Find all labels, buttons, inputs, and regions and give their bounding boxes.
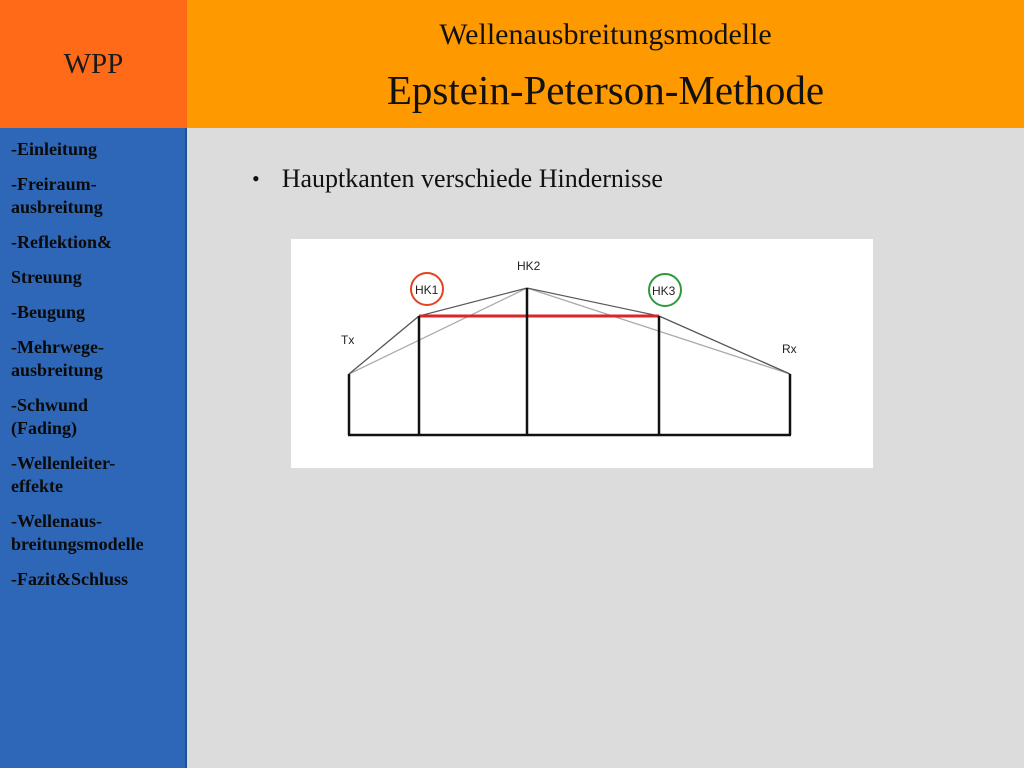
bullet-point — [252, 164, 663, 194]
sidebar-item-beugung[interactable]: -Beugung — [11, 302, 86, 322]
content-area — [187, 128, 1024, 768]
slide-subtitle: Epstein-Peterson-Methode — [386, 67, 825, 113]
sidebar-item-schwund[interactable]: -Schwund (Fading) — [11, 395, 89, 438]
logo — [0, 0, 187, 128]
sidebar-item-reflektion[interactable]: -Reflektion& — [11, 232, 112, 252]
diffraction-diagram — [291, 239, 873, 468]
logo-text: WPP — [63, 47, 124, 80]
header — [187, 0, 1024, 128]
rx-label: Rx — [782, 342, 797, 356]
tx-label: Tx — [341, 333, 355, 347]
sidebar-item-mehrwegeausbreitung[interactable]: -Mehrwege- ausbreitung — [11, 337, 104, 380]
sidebar-item-freiraumausbreitung[interactable]: -Freiraum- ausbreitung — [11, 174, 103, 217]
ray-hk3-rx — [659, 316, 790, 374]
sidebar-item-wellenleitereffekte[interactable]: -Wellenleiter- effekte — [11, 453, 116, 496]
bullet-text: Hauptkanten verschiede Hindernisse — [281, 164, 663, 193]
sidebar-item-streuung[interactable]: Streuung — [11, 267, 82, 287]
hk2-label: HK2 — [517, 259, 541, 273]
hk3-label: HK3 — [652, 284, 676, 298]
slide-title: Wellenausbreitungsmodelle — [439, 18, 772, 51]
hk1-label: HK1 — [415, 283, 439, 297]
ray-hk2-hk3-dark — [527, 288, 659, 316]
bullet-marker: • — [252, 166, 260, 191]
diagram-figure — [291, 239, 873, 468]
sidebar-nav — [0, 128, 187, 768]
sidebar-item-fazit[interactable]: -Fazit&Schluss — [11, 569, 128, 589]
sidebar-item-wellenausbreitungsmodelle[interactable]: -Wellenaus- breitungsmodelle — [11, 511, 144, 554]
sidebar-item-einleitung[interactable]: -Einleitung — [11, 139, 98, 159]
